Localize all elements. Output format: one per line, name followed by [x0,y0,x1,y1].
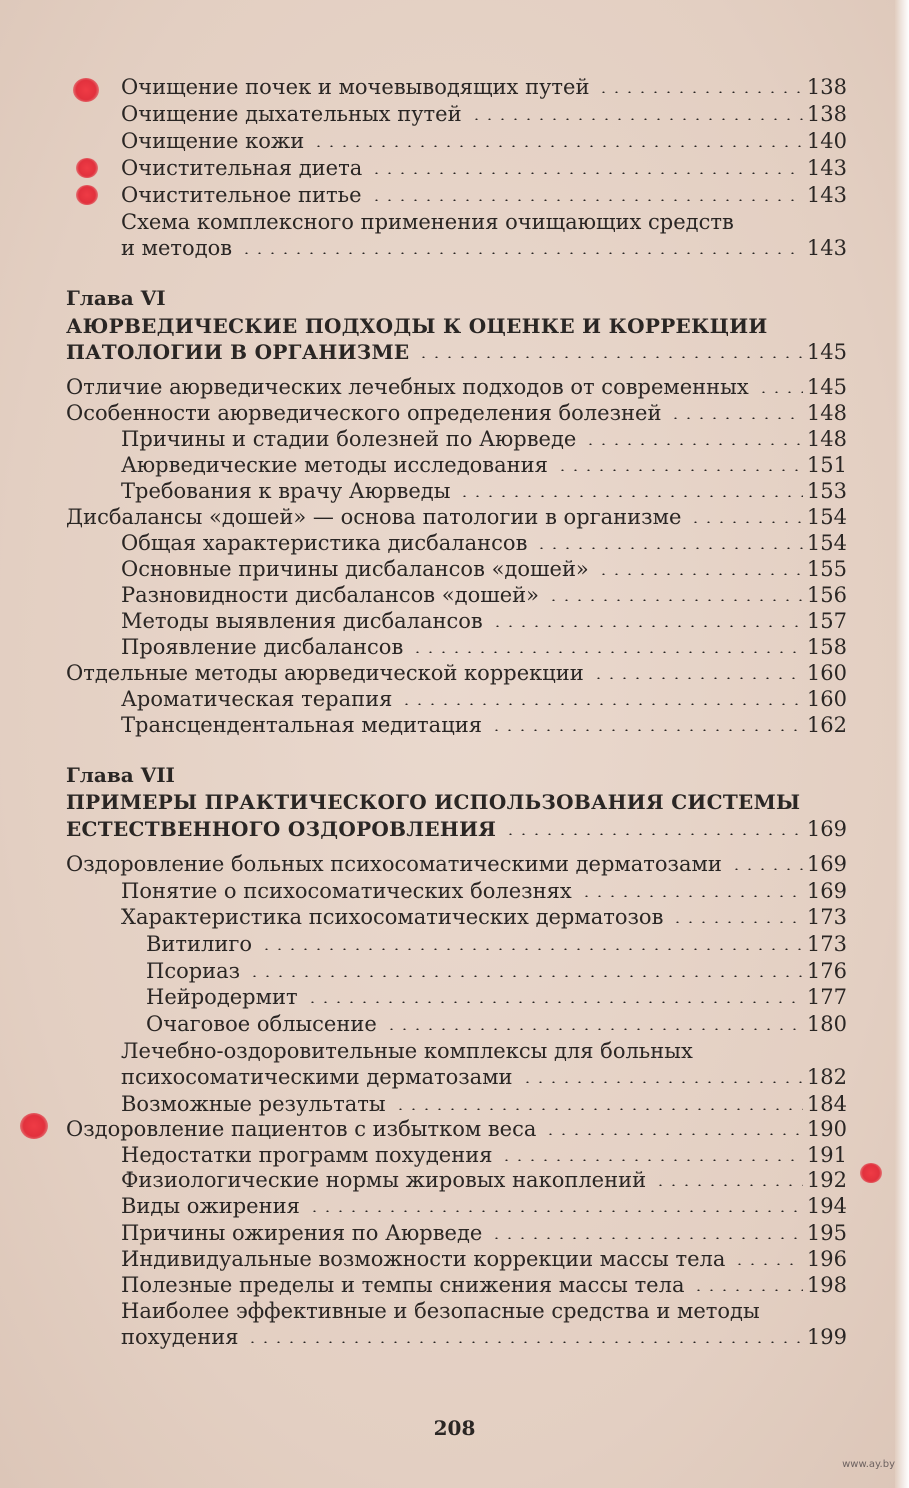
toc-entry-title: Особенности аюрведического определения болезней [66,401,662,425]
toc-entry [121,581,847,609]
leader-dots [490,1237,803,1239]
leader-dots [654,1184,803,1186]
toc-entry [121,73,847,101]
toc-entry [66,373,847,401]
leader-dots [491,625,803,627]
leader-dots [504,833,803,835]
red-marker-dot [20,1113,48,1139]
toc-entry-page: 157 [806,609,847,633]
chapter-title: АЮРВЕДИЧЕСКИЕ ПОДХОДЫ К ОЦЕНКЕ И КОРРЕКЦИИ [66,314,768,338]
leader-dots [544,1133,803,1135]
leader-dots [308,1210,803,1212]
toc-entry-page: 140 [806,129,847,153]
leader-dots [458,495,803,497]
toc-entry [121,234,847,262]
red-marker-dot [860,1163,882,1183]
toc-entry-title: Понятие о психосоматических болезнях [121,879,572,903]
toc-entry-title: Ароматическая терапия [121,687,393,711]
red-marker-dot [73,78,99,102]
toc-entry-title-line: Наиболее эффективные и безопасные средства и методы [121,1299,760,1323]
toc-entry [121,903,847,931]
toc-entry [121,529,847,557]
toc-entry [121,127,847,155]
toc-entry [121,711,847,739]
toc-entry-title: похудения [121,1325,239,1349]
leader-dots [521,1081,803,1083]
leader-dots [260,948,803,950]
toc-entry-title: Трансцендентальная медитация [121,713,482,737]
toc-entry-page: 154 [806,531,847,555]
toc-entry-title-line: Схема комплексного применения очищающих средств [121,210,734,234]
toc-entry-page: 176 [806,959,847,983]
leader-dots [370,172,803,174]
toc-entry-page: 195 [806,1221,847,1245]
toc-entry-page: 169 [806,879,847,903]
toc-entry-title: Виды ожирения [121,1194,300,1218]
toc-entry [121,477,847,505]
toc-entry-title: Характеристика психосоматических дерматозов [121,905,664,929]
leader-dots [592,677,803,679]
toc-entry-title: и методов [121,236,233,260]
chapter-title-entry [66,815,847,843]
toc-entry-page: 155 [806,557,847,581]
leader-dots [500,1159,803,1161]
chapter-label: Глава VI [66,286,166,310]
leader-dots [385,1028,803,1030]
toc-entry-page: 169 [806,817,847,841]
toc-entry [66,399,847,427]
toc-entry-title: Индивидуальные возможности коррекции массы тела [121,1247,726,1271]
toc-entry-title: Отличие аюрведических лечебных подходов от современных [66,375,749,399]
toc-entry-title: Проявление дисбалансов [121,635,404,659]
toc-entry [121,425,847,453]
leader-dots [730,868,803,870]
toc-entry [121,555,847,583]
toc-entry-title: Причины и стадии болезней по Аюрведе [121,427,577,451]
toc-entry-page: 177 [806,985,847,1009]
red-marker-dot [76,158,98,178]
toc-entry-title: Нейродермит [146,985,298,1009]
toc-entry [146,957,847,985]
toc-entry-page: 158 [806,635,847,659]
leader-dots [556,469,803,471]
toc-entry-page: 143 [806,156,847,180]
toc-entry [146,930,847,958]
toc-entry-page: 143 [806,236,847,260]
toc-entry [146,1010,847,1038]
toc-entry-page: 148 [806,427,847,451]
toc-entry [121,1323,847,1351]
toc-entry-page: 196 [806,1247,847,1271]
toc-entry [121,607,847,635]
toc-entry-title: Очищение дыхательных путей [121,102,462,126]
toc-entry-title: Очистительное питье [121,183,362,207]
toc-entry-title: Общая характеристика дисбалансов [121,531,528,555]
toc-entry-page: 192 [806,1168,847,1192]
toc-entry [66,1115,847,1143]
leader-dots [417,356,803,358]
toc-entry-page: 138 [806,102,847,126]
toc-entry-title: Причины ожирения по Аюрведе [121,1221,483,1245]
toc-entry-page: 173 [806,905,847,929]
toc-entry [121,877,847,905]
watermark: www.ay.by [842,1459,895,1470]
toc-entry-page: 160 [806,661,847,685]
toc-entry [121,1271,847,1299]
leader-dots [671,921,803,923]
chapter-label: Глава VII [66,763,175,787]
toc-entry-page: 138 [806,75,847,99]
leader-dots [490,729,803,731]
toc-entry-title: Псориаз [146,959,241,983]
leader-dots [306,1001,803,1003]
toc-entry-title: Оздоровление пациентов с избытком веса [66,1117,537,1141]
leader-dots [470,118,803,120]
toc-entry-title: Очаговое облысение [146,1012,377,1036]
toc-entry-page: 153 [806,479,847,503]
chapter-title: ПАТОЛОГИИ В ОРГАНИЗМЕ [66,340,410,364]
leader-dots [597,573,803,575]
chapter-title: ПРИМЕРЫ ПРАКТИЧЕСКОГО ИСПОЛЬЗОВАНИЯ СИСТЕМЫ [66,790,801,814]
leader-dots [597,91,803,93]
leader-dots [248,975,803,977]
leader-dots [580,895,803,897]
leader-dots [733,1263,803,1265]
toc-entry [121,154,847,182]
toc-entry [121,1141,847,1169]
toc-entry-page: 160 [806,687,847,711]
toc-entry-title: Отдельные методы аюрведической коррекции [66,661,584,685]
toc-entry-title: Оздоровление больных психосоматическими дерматозами [66,852,722,876]
toc-entry-title: Витилиго [146,932,253,956]
toc-entry [121,1063,847,1091]
toc-entry-title: Методы выявления дисбалансов [121,609,483,633]
toc-entry [121,685,847,713]
toc-entry-page: 143 [806,183,847,207]
toc-entry-page: 156 [806,583,847,607]
leader-dots [692,1289,803,1291]
toc-entry [121,633,847,661]
toc-entry-title: Дисбалансы «дошей» — основа патологии в организме [66,505,682,529]
toc-entry-title: Недостатки программ похудения [121,1143,493,1167]
page-edge [895,0,909,1488]
toc-entry-page: 198 [806,1273,847,1297]
toc-entry-title: Требования к врачу Аюрведы [121,479,451,503]
toc-entry-page: 190 [806,1117,847,1141]
toc-entry [121,1192,847,1220]
leader-dots [400,703,803,705]
leader-dots [394,1108,803,1110]
leader-dots [757,391,803,393]
toc-entry [121,1245,847,1273]
page-number: 208 [433,1416,476,1440]
leader-dots [411,651,803,653]
toc-entry [66,850,847,878]
toc-entry-title-line: Лечебно-оздоровительные комплексы для больных [121,1039,693,1063]
toc-entry [121,1166,847,1194]
toc-entry-page: 184 [806,1092,847,1116]
toc-entry [146,983,847,1011]
toc-entry-title: Разновидности дисбалансов «дошей» [121,583,540,607]
leader-dots [535,547,803,549]
toc-entry-title: Очистительная диета [121,156,363,180]
leader-dots [547,599,803,601]
toc-entry [66,503,847,531]
chapter-title: ЕСТЕСТВЕННОГО ОЗДОРОВЛЕНИЯ [66,817,497,841]
toc-entry-title: Физиологические нормы жировых накоплений [121,1168,647,1192]
toc-entry-page: 148 [806,401,847,425]
toc-entry-page: 169 [806,852,847,876]
leader-dots [312,145,803,147]
toc-entry-page: 180 [806,1012,847,1036]
leader-dots [689,521,803,523]
toc-entry-title: Основные причины дисбалансов «дошей» [121,557,589,581]
leader-dots [246,1341,803,1343]
toc-entry-page: 173 [806,932,847,956]
toc-entry-page: 191 [806,1143,847,1167]
leader-dots [584,443,803,445]
toc-entry [121,181,847,209]
toc-entry-title: Полезные пределы и темпы снижения массы тела [121,1273,685,1297]
chapter-title-entry [66,338,847,366]
toc-entry-title: Очищение кожи [121,129,305,153]
toc-entry-title: психосоматическими дерматозами [121,1065,513,1089]
toc-entry-page: 194 [806,1194,847,1218]
toc-entry-page: 182 [806,1065,847,1089]
toc-entry-page: 199 [806,1325,847,1349]
toc-entry [121,451,847,479]
toc-entry [121,1090,847,1118]
leader-dots [240,252,803,254]
toc-entry-title: Возможные результаты [121,1092,386,1116]
toc-entry-title: Очищение почек и мочевыводящих путей [121,75,590,99]
toc-entry-page: 145 [806,340,847,364]
leader-dots [669,417,803,419]
toc-entry-title: Аюрведические методы исследования [121,453,548,477]
toc-entry-page: 145 [806,375,847,399]
toc-entry [66,659,847,687]
toc-entry-page: 162 [806,713,847,737]
red-marker-dot [76,185,98,205]
leader-dots [370,199,803,201]
toc-entry [121,1219,847,1247]
toc-entry [121,100,847,128]
toc-entry-page: 151 [806,453,847,477]
toc-entry-page: 154 [806,505,847,529]
